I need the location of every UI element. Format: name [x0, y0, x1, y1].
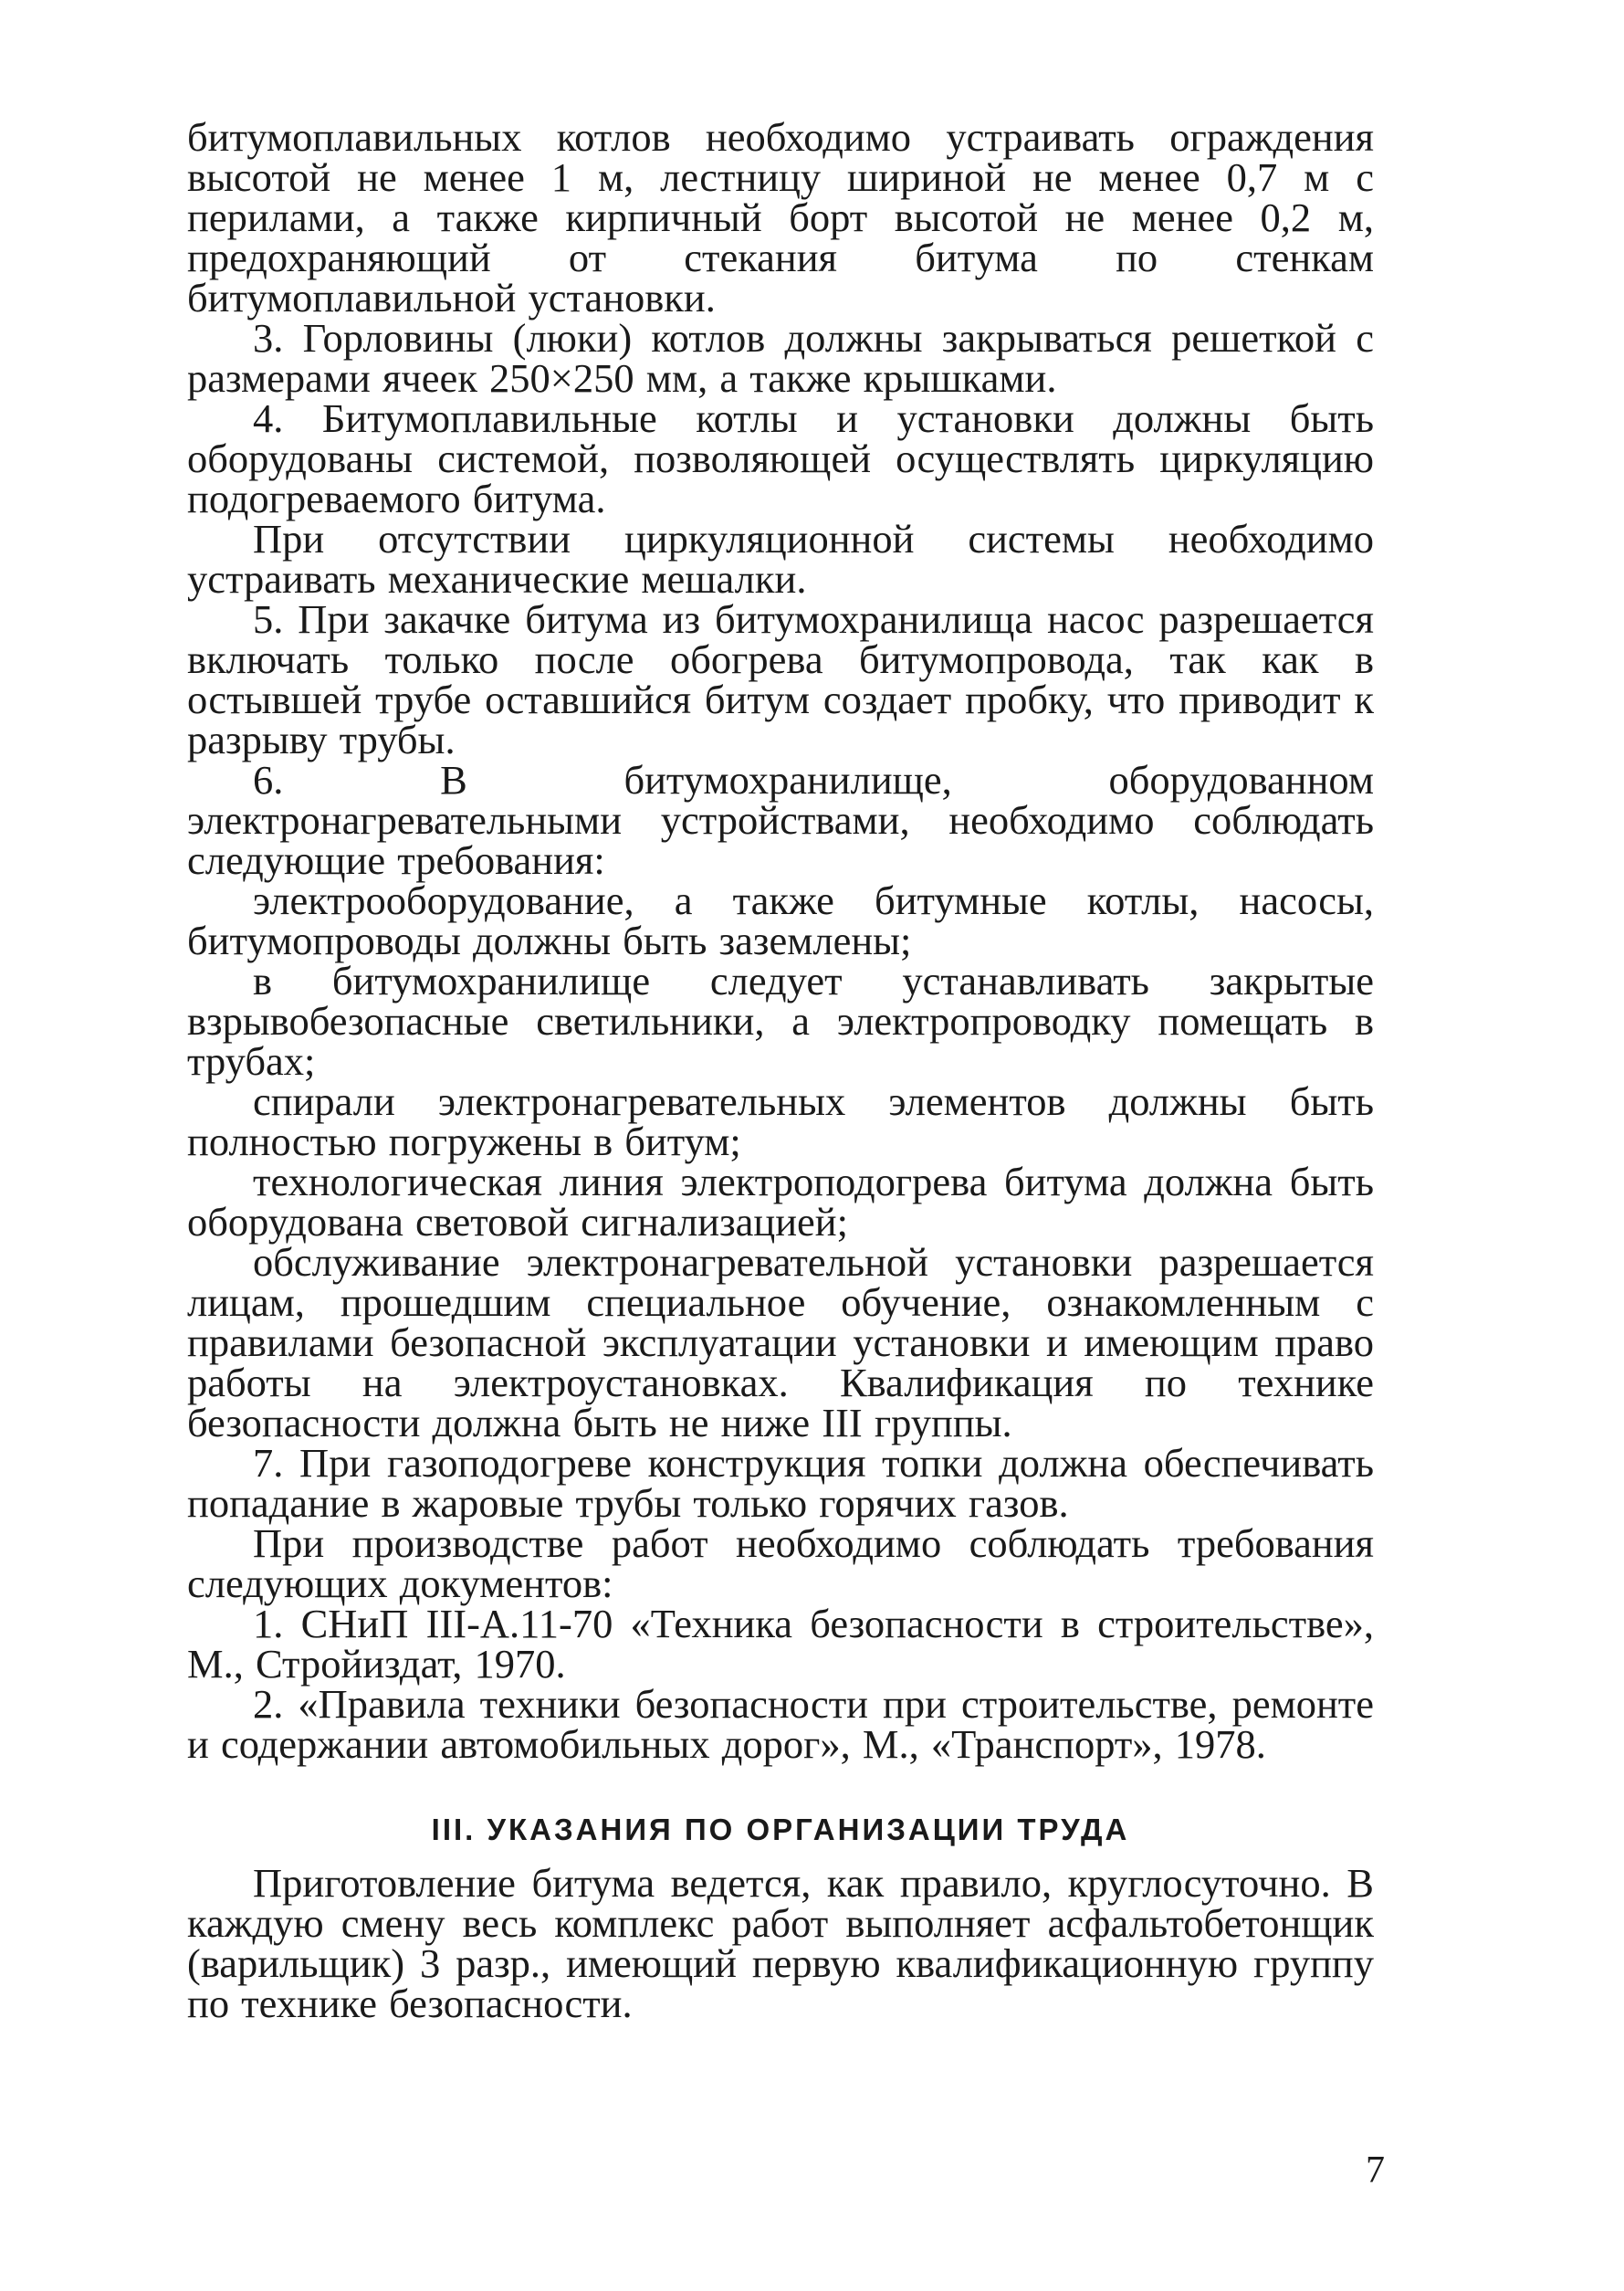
paragraph-signaling: технологическая линия электроподогрева битума должна быть оборудована световой сигнализацией;	[187, 1159, 1374, 1245]
document-page	[187, 114, 1374, 2026]
paragraph-work-organization: Приготовление битума ведется, как правило, круглосуточно. В каждую смену весь комплекс работ выполняет асфальтобетонщик (варильщик) 3 разр., имеющий первую квалификационную группу по технике безопасности.	[187, 1860, 1374, 2026]
paragraph-item-4-circulation: 4. Битумоплавильные котлы и установки должны быть оборудованы системой, позволяющей осуществлять циркуляцию подогреваемого битума.	[187, 395, 1374, 521]
paragraph-item-6-storage: 6. В битумохранилище, оборудованном электронагревательными устройствами, необходимо соблюдать следующие требования:	[187, 757, 1374, 883]
body-text-bottom	[187, 1860, 1374, 2026]
paragraph-documents-intro: При производстве работ необходимо соблюдать требования следующих документов:	[187, 1520, 1374, 1606]
body-text-top	[187, 114, 1374, 1767]
paragraph-heating-spirals: спирали электронагревательных элементов должны быть полностью погружены в битум;	[187, 1078, 1374, 1164]
section-heading: III. УКАЗАНИЯ ПО ОРГАНИЗАЦИИ ТРУДА	[431, 1813, 1130, 1846]
paragraph-reference-1: 1. СНиП III-А.11-70 «Техника безопасности в строительстве», М., Стройиздат, 1970.	[187, 1601, 1374, 1687]
paragraph-reference-2: 2. «Правила техники безопасности при строительстве, ремонте и содержании автомобильных дорог», М., «Транспорт», 1978.	[187, 1681, 1374, 1767]
paragraph-item-3-hatches: 3. Горловины (люки) котлов должны закрываться решеткой с размерами ячеек 250×250 мм, а также крышками.	[187, 315, 1374, 401]
paragraph-boiler-fencing: битумоплавильных котлов необходимо устраивать ограждения высотой не менее 1 м, лестницу шириной не менее 0,7 м с перилами, а также кирпичный борт высотой не менее 0,2 м, предохраняющий от стекания битума по стенкам битумоплавильной установки.	[187, 114, 1374, 321]
paragraph-mixers: При отсутствии циркуляционной системы необходимо устраивать механические мешалки.	[187, 516, 1374, 602]
paragraph-item-7-gas-heating: 7. При газоподогреве конструкция топки должна обеспечивать попадание в жаровые трубы только горячих газов.	[187, 1440, 1374, 1526]
paragraph-item-5-pump: 5. При закачке битума из битумохранилища насос разрешается включать только после обогрева битумопровода, так как в остывшей трубе оставшийся битум создает пробку, что приводит к разрыву трубы.	[187, 596, 1374, 762]
paragraph-grounding: электрооборудование, а также битумные котлы, насосы, битумопроводы должны быть заземлены;	[187, 878, 1374, 963]
paragraph-lighting: в битумохранилище следует устанавливать закрытые взрывобезопасные светильники, а электропроводку помещать в трубах;	[187, 958, 1374, 1084]
paragraph-servicing: обслуживание электронагревательной установки разрешается лицам, прошедшим специальное обучение, ознакомленным с правилами безопасной эксплуатации установки и имеющим право работы на электроустановках. Квалификация по технике безопасности должна быть не ниже III группы.	[187, 1239, 1374, 1445]
page-number: 7	[1366, 2149, 1385, 2191]
